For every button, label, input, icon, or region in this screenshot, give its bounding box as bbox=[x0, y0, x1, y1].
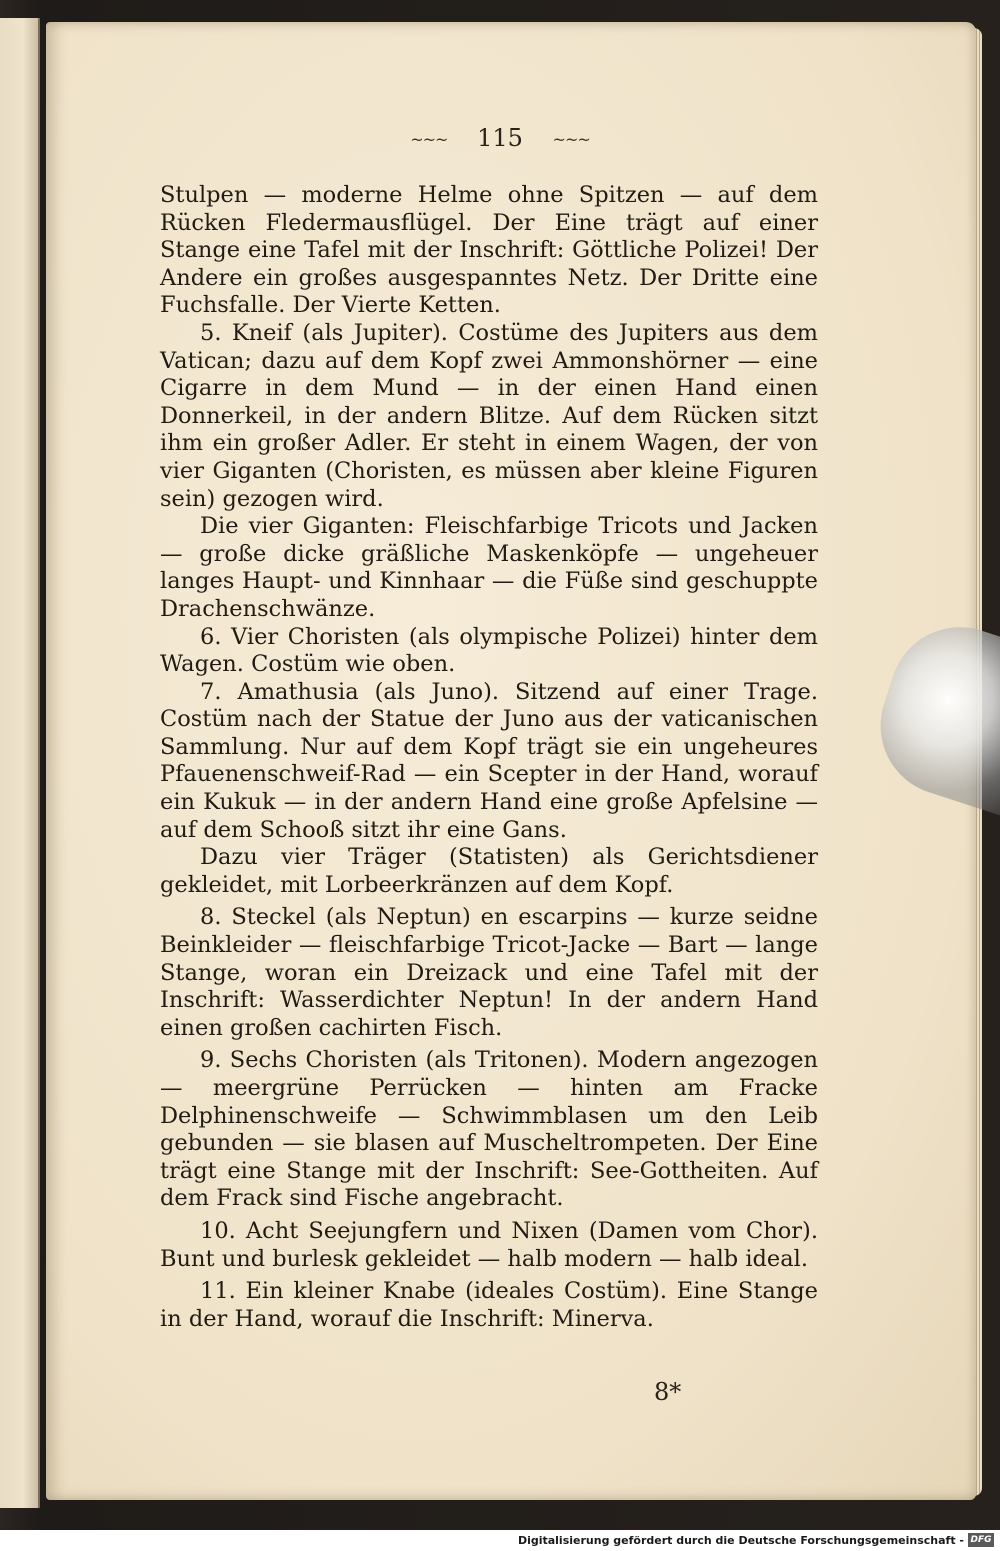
paragraph: 6. Vier Choristen (als olympische Polizei) hinter dem Wagen. Costüm wie oben. bbox=[160, 623, 818, 678]
header-ornament-right: ~~~ bbox=[552, 130, 590, 149]
dfg-logo-icon: DFG bbox=[968, 1533, 994, 1547]
paragraph: Dazu vier Träger (Statisten) als Gerichtsdiener gekleidet, mit Lorbeerkränzen auf dem Kopf. bbox=[160, 844, 818, 898]
paragraph: 9. Sechs Choristen (als Tritonen). Modern angezogen — meergrüne Perrücken — hinten am Fracke Delphinenschweife — Schwimmblasen um den Leib gebunden — sie blasen auf Muscheltrompeten. Der Eine trägt eine Stange mit der Inschrift: See-Gottheiten. Auf dem Frack sind Fische angebracht. bbox=[160, 1047, 818, 1212]
page-number: 115 bbox=[477, 124, 523, 152]
signature-mark: 8* bbox=[654, 1378, 682, 1406]
footer-credit: Digitalisierung gefördert durch die Deutsche Forschungsgemeinschaft - bbox=[517, 1534, 964, 1547]
paragraph: 5. Kneif (als Jupiter). Costüme des Jupiters aus dem Vatican; dazu auf dem Kopf zwei Ammonshörner — eine Cigarre in dem Mund — in der einen Hand einen Donnerkeil, in der andern Blitze. Auf dem Rücken sitzt ihm ein großer Adler. Er steht in einem Wagen, der von vier Giganten (Choristen, es müssen aber kleine Figuren sein) gezogen wird. bbox=[160, 319, 818, 512]
facing-page-edge bbox=[0, 18, 40, 1508]
paragraph: 8. Steckel (als Neptun) en escarpins — kurze seidne Beinkleider — fleischfarbige Tricot-Jacke — Bart — lange Stange, woran ein Dreizack und eine Tafel mit der Inschrift: Wasserdichter Neptun! In der andern Hand einen großen cachirten Fisch. bbox=[160, 904, 818, 1041]
paragraph: 11. Ein kleiner Knabe (ideales Costüm). Eine Stange in der Hand, worauf die Inschrift: Minerva. bbox=[160, 1278, 818, 1332]
paragraph: Stulpen — moderne Helme ohne Spitzen — auf dem Rücken Fledermausflügel. Der Eine trägt auf einer Stange eine Tafel mit der Inschrift: Göttliche Polizei! Der Andere ein großes ausgespanntes Netz. Der Dritte eine Fuchsfalle. Der Vierte Ketten. bbox=[160, 182, 818, 319]
page-header bbox=[0, 124, 1000, 152]
paragraph: 10. Acht Seejungfern und Nixen (Damen vom Chor). Bunt und burlesk gekleidet — halb modern — halb ideal. bbox=[160, 1217, 818, 1272]
paragraph: 7. Amathusia (als Juno). Sitzend auf einer Trage. Costüm nach der Statue der Juno aus der vaticanischen Sammlung. Nur auf dem Kopf trägt sie ein ungeheures Pfauenenschweif-Rad — ein Scepter in der Hand, worauf ein Kukuk — in der andern Hand eine große Apfelsine — auf dem Schooß sitzt ihr eine Gans. bbox=[160, 678, 818, 843]
paragraph: Die vier Giganten: Fleischfarbige Tricots und Jacken — große dicke gräßliche Maskenköpfe — ungeheuer langes Haupt- und Kinnhaar — die Füße sind geschuppte Drachenschwänze. bbox=[160, 513, 818, 622]
header-ornament-left: ~~~ bbox=[410, 130, 448, 149]
page-body bbox=[160, 182, 818, 1333]
